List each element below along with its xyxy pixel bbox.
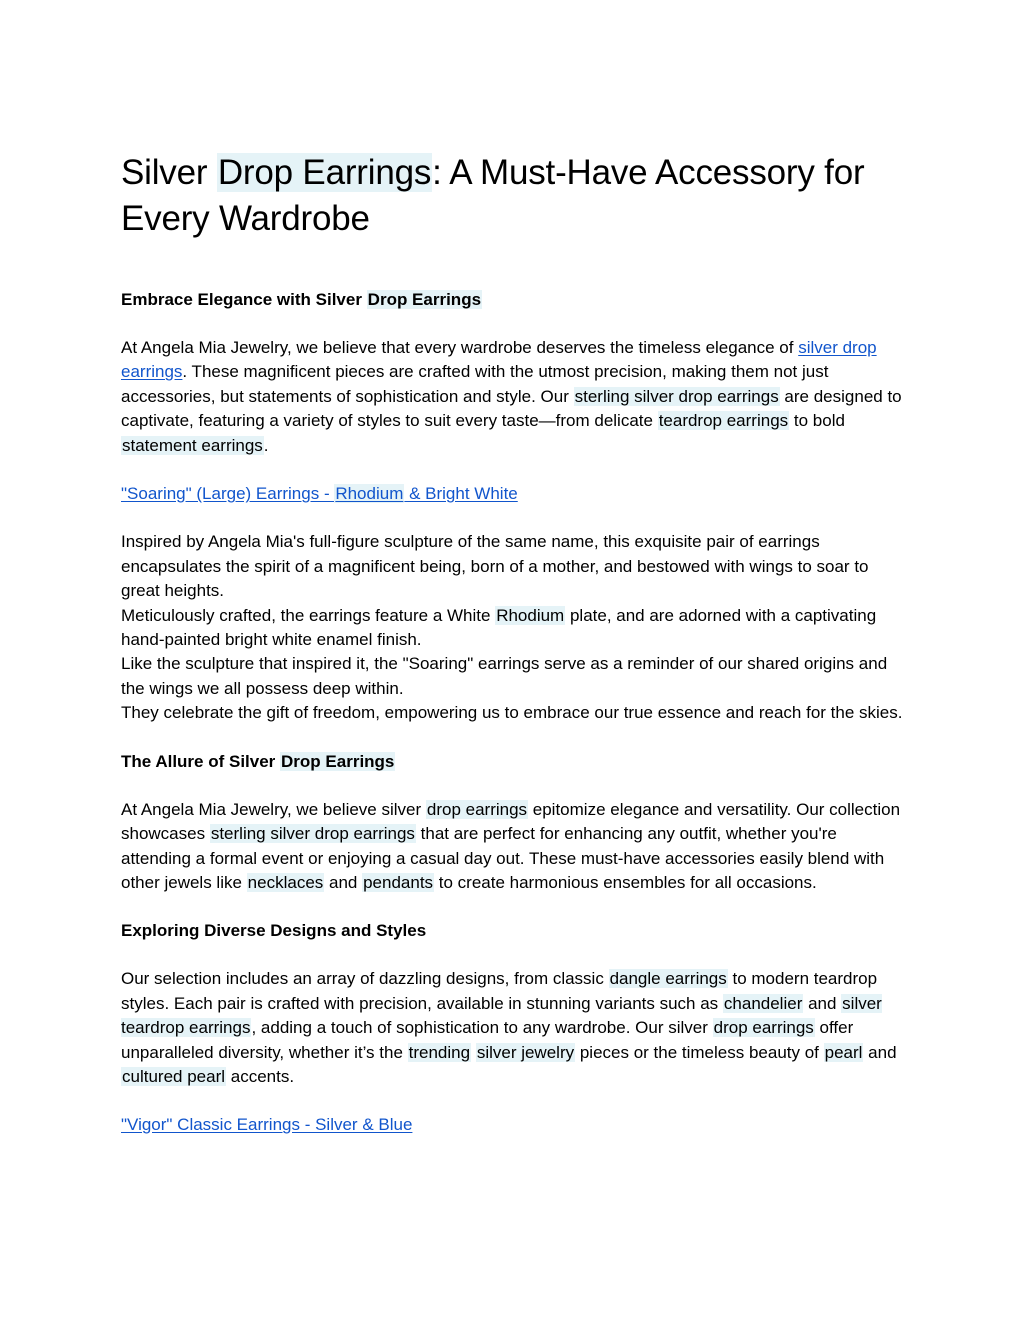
product-link-paragraph-soaring [121, 482, 911, 506]
paragraph-text: epitomize elegance and versatility. Our collection showcases [121, 799, 901, 844]
paragraph-intro [121, 336, 911, 458]
keyword-highlight: Rhodium [496, 605, 565, 625]
vigor-earrings-link[interactable]: "Vigor" Classic Earrings - Silver & Blue [121, 1115, 413, 1135]
paragraph-designs [121, 967, 911, 1089]
keyword-highlight: silver jewelry [476, 1042, 575, 1062]
keyword-highlight: statement earrings [122, 435, 263, 455]
keyword-highlight: cultured pearl [122, 1066, 226, 1086]
paragraph-text: , adding a touch of sophistication to any wardrobe. Our silver [251, 1018, 713, 1038]
paragraph-allure [121, 798, 911, 896]
keyword-highlight: trending [408, 1042, 471, 1062]
keyword-highlight: necklaces [247, 872, 324, 892]
keyword-highlight: teardrop earrings [658, 411, 789, 431]
paragraph-text: to create harmonious ensembles for all occasions. [434, 872, 817, 892]
paragraph-text: that are perfect for enhancing any outfit, whether you're attending a formal event or enjoying a casual day out. These must-have accessories easily blend with other jewels like [121, 824, 885, 892]
title-text-1: Silver [121, 153, 217, 192]
paragraph-text: At Angela Mia Jewelry, we believe silver [121, 799, 426, 819]
paragraph-text: . These magnificent pieces are crafted with the utmost precision, making them not just accessories, but statements of sophistication and style. Our [121, 362, 829, 406]
paragraph-text: accents. [226, 1066, 295, 1086]
keyword-highlight: pearl [824, 1042, 863, 1062]
paragraph-text: are designed to captivate, featuring a variety of styles to suit every taste—from delicate [121, 386, 902, 431]
keyword-highlight: Drop Earrings [367, 290, 482, 309]
heading-text: The Allure of Silver [121, 751, 281, 771]
paragraph-text: to bold [789, 411, 845, 431]
paragraph-text: to modern teardrop styles. Each pair is crafted with precision, available in stunning variants such as [121, 969, 878, 1013]
heading-text: Embrace Elegance with Silver [121, 290, 367, 309]
link-text: "Soaring" (Large) Earrings - [121, 484, 335, 504]
section-heading-embrace [121, 288, 911, 312]
paragraph-text: . [263, 435, 269, 455]
document-body [121, 150, 911, 1162]
keyword-highlight: Drop Earrings [217, 153, 432, 192]
keyword-highlight: pendants [363, 872, 434, 892]
keyword-highlight: chandelier [723, 993, 803, 1013]
section-heading-designs: Exploring Diverse Designs and Styles [121, 921, 427, 941]
document-title [121, 150, 911, 242]
keyword-highlight: sterling silver drop earrings [574, 386, 779, 406]
title-text-2: : A Must-Have Accessory for Every Wardrobe [121, 153, 865, 238]
section-heading-allure [121, 750, 911, 774]
paragraph-text: At Angela Mia Jewelry, we believe that every wardrobe deserves the timeless elegance of [121, 338, 799, 357]
description-line: They celebrate the gift of freedom, empowering us to embrace our true essence and reach for the skies. [121, 703, 903, 723]
keyword-highlight: silver teardrop earrings [121, 993, 882, 1038]
paragraph-text: and [863, 1042, 897, 1062]
link-text: & Bright White [404, 484, 518, 504]
paragraph-text: Our selection includes an array of dazzling designs, from classic [121, 969, 609, 989]
keyword-highlight: drop earrings [426, 799, 528, 819]
keyword-highlight: drop earrings [713, 1018, 814, 1038]
description-line: Meticulously crafted, the earrings feature a White [121, 605, 496, 625]
paragraph-text: and [803, 993, 842, 1013]
description-line: Like the sculpture that inspired it, the "Soaring" earrings serve as a reminder of our shared origins and the wings we all possess deep within. [121, 654, 888, 698]
paragraph-text: pieces or the timeless beauty of [575, 1042, 824, 1062]
paragraph-text: offer unparalleled diversity, whether it’s the [121, 1018, 854, 1062]
keyword-highlight: dangle earrings [609, 969, 727, 989]
keyword-highlight: Rhodium [335, 484, 404, 504]
paragraph-text: and [324, 872, 363, 892]
keyword-highlight: Drop Earrings [281, 751, 395, 771]
keyword-highlight: sterling silver drop earrings [210, 824, 415, 844]
silver-drop-earrings-link[interactable]: silver drop earrings [121, 338, 877, 382]
soaring-earrings-link[interactable] [121, 484, 518, 503]
description-line: plate, and are adorned with a captivating hand-painted bright white enamel finish. [121, 605, 877, 650]
description-line: Inspired by Angela Mia's full-figure sculpture of the same name, this exquisite pair of earrings encapsulates the spirit of a magnificent being, born of a mother, and bestowed with wings to soar to great heights. [121, 532, 869, 601]
paragraph-soaring-description [121, 530, 911, 725]
product-link-paragraph-vigor [121, 1113, 911, 1137]
